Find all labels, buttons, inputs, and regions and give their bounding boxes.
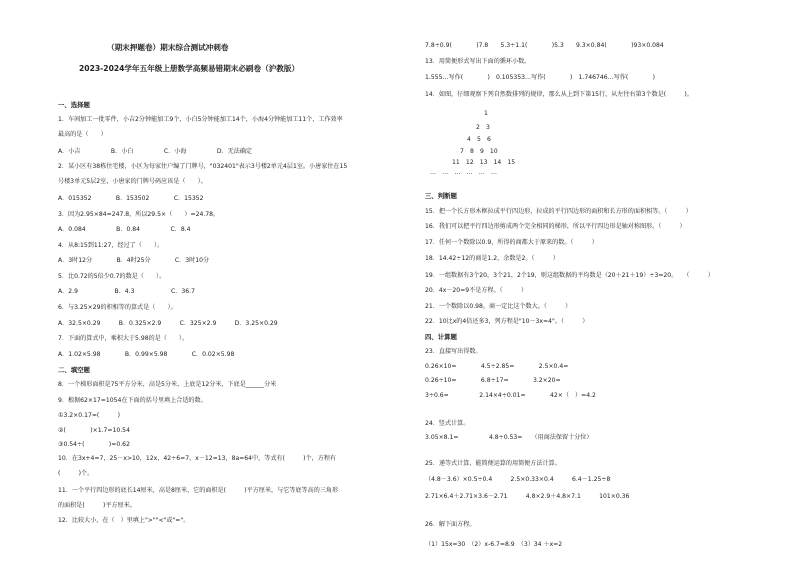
question-line: 1．车间加工一批零件，小吉2分钟能加工9个，小白5分钟能加工14个，小海4分钟能加工11个，工作效率	[58, 116, 343, 123]
question-line: 11．一个平行四边形的底长14厘米，高是8厘米，它的面积是( )平方厘米，与它等底等高的三角形	[58, 487, 339, 494]
doc-title-1: （期末押题卷）期末综合测试冲刺卷	[107, 43, 229, 52]
question-line: （1）15x=30 （2）x-6.7=8.9 （3）34 ＋x=2	[425, 541, 563, 548]
question-line: ②( )×1.7=10.54	[58, 427, 130, 434]
triangle-row: … … … … … …	[430, 169, 498, 176]
question-line: 7.8÷0.9( )7.8 5.3÷1.1( )5.3 9.3×0.84( )93×0.084	[425, 42, 664, 49]
question-line: 6．与3.25×29的积相等的算式是（ ）。	[58, 304, 177, 311]
question-line: 18．14.42÷12的商是1.2，余数是2。（ ）	[425, 255, 559, 262]
question-line: 26．解下面方程。	[425, 521, 476, 528]
question-line: 的面积是( )平方厘米。	[58, 502, 136, 509]
question-line: A．015352 B．153502 C．15352	[58, 195, 204, 202]
question-line: 13．用简便形式写出下面的循环小数。	[425, 58, 531, 65]
question-line: 9．根据62×17=1054在下面的括号里填上合适的数。	[58, 397, 207, 404]
question-line: 25．递等式计算，能简便运算的用简便方法计算。	[425, 460, 561, 467]
section-heading: 二、填空题	[58, 366, 90, 374]
question-line: A．小吉 B．小白 C．小海 D．无法确定	[58, 148, 253, 155]
question-line: 17．任何一个数除以0.9，所得的商都大于原来的数。（ ）	[425, 239, 598, 246]
triangle-row: 7 8 9 10	[460, 148, 498, 155]
question-line: 3÷0.6= 2.14×4÷0.01= 42×（ ）=4.2	[425, 392, 596, 399]
triangle-row: 11 12 13 14 15	[452, 159, 516, 166]
question-line: ( )个。	[58, 470, 94, 477]
question-line: 20．4x－20=9不是方程。（ ）	[425, 287, 528, 294]
question-line: 3．因为2.95×84=247.8，所以29.5×（ ）=24.78。	[58, 211, 220, 218]
question-line: ①3.2×0.17=( )	[58, 412, 120, 419]
question-line: （4.8－3.6）×0.5÷0.4 2.5×0.33×0.4 6.4－1.25÷8	[425, 476, 611, 483]
question-line: 2.71×6.4＋2.71×3.6－2.71 4.8×2.9＋4.8×7.1 101×0.36	[425, 493, 630, 500]
question-line: 0.26÷10= 6.8÷17= 3.2×20=	[425, 377, 561, 384]
triangle-row: 1	[484, 110, 488, 117]
question-line: ③0.54÷( )=0.62	[58, 441, 130, 448]
question-line: 10．在3x+4=7，25－x>10，12x，42÷6=7，x－12=13，8a=64中，等式有( )个，方程有	[58, 455, 337, 462]
question-line: 14．如图，仔细观察下列自然数排列的规律，那么从上到下第15行，从左往右第3个数是( )。	[425, 91, 693, 98]
question-line: 7．下面的算式中，乘积大于5.98的是（ ）。	[58, 335, 189, 342]
section-heading: 三、判断题	[425, 192, 457, 200]
question-line: 号楼3单元5层2室，小唐家的门牌号码应该是（ ）。	[58, 178, 207, 185]
doc-title-2: 2023-2024学年五年级上册数学高频易错期末必刷卷（沪教版）	[79, 64, 300, 73]
question-line: 最高的是（ ）	[58, 131, 107, 138]
question-line: 22．10比x的4倍还多3，列方程是"10－3x=4"。（ ）	[425, 318, 589, 325]
question-line: 5．比0.72的5倍少0.7的数是（ ）。	[58, 273, 166, 280]
question-line: A．2.9 B．4.3 C．36.7	[58, 288, 195, 295]
question-line: 23．直接写出得数。	[425, 348, 482, 355]
question-line: 19．一组数据有3个20，3个21，2个19，则这组数据的平均数是（20＋21＋19）÷3=20。 （ ）	[425, 272, 714, 279]
question-line: A．1.02×5.98 B．0.99×5.98 C．0.02×5.98	[58, 351, 235, 358]
section-heading: 一、选择题	[58, 101, 90, 109]
question-line: 0.26×10= 4.5÷2.85= 2.5×0.4=	[425, 363, 569, 370]
question-line: 21．一个数除以0.98，商一定比这个数大。（ ）	[425, 303, 572, 310]
question-line: A．3时12分 B．4时25分 C．3时10分	[58, 257, 210, 264]
triangle-row: 4 5 6	[467, 136, 491, 143]
question-line: 24．竖式计算。	[425, 420, 470, 427]
question-line: 15．把一个长方形木框拉成平行四边形，拉成的平行四边形的面积和长方形的面积相等。（ ）	[425, 208, 692, 215]
question-line: 3.05×8.1= 4.8÷0.53= （用商法保留十分位）	[425, 434, 593, 441]
question-line: A．32.5×0.29 B．0.325×2.9 C．325×2.9 D．3.25×0.29	[58, 320, 278, 327]
section-heading: 四、计算题	[425, 333, 457, 341]
question-line: 12．比较大小，在（ ）里填上">""<"或"="。	[58, 517, 190, 524]
triangle-row: 2 3	[476, 124, 490, 131]
question-line: 16．我们可以把平行四边形剪成两个完全相同的梯形，所以平行四边形是轴对称图形。（ ）	[425, 223, 686, 230]
question-line: 4．从8:15到11:27，经过了（ ）。	[58, 242, 164, 249]
question-line: 8．一个梯形面积是75平方分米，高是5分米，上底是12分米，下底是______分米	[58, 381, 277, 388]
question-line: 1.555…写作( ) 0.105353…写作( ) 1.746746…写作( )	[425, 74, 656, 81]
question-line: 2．某小区有38栋住宅楼，小区为每家住户编了门牌号，"032401"表示3号楼2单元4层1室。小唐家住在15	[58, 163, 348, 170]
question-line: A．0.084 B．0.84 C．8.4	[58, 226, 191, 233]
